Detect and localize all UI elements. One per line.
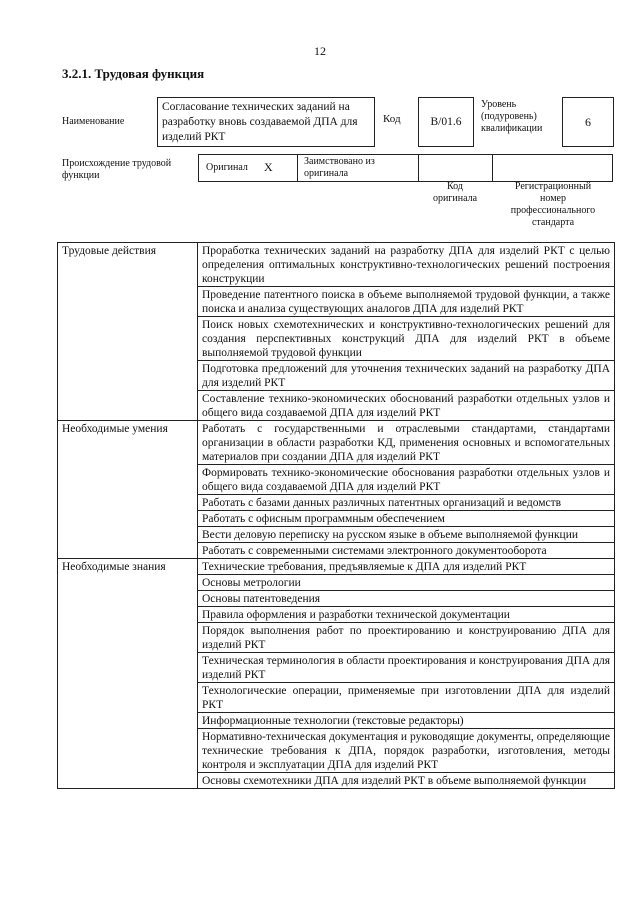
item-cell: Основы патентоведения — [198, 591, 615, 607]
origin-code-cell — [418, 154, 493, 182]
origin-label: Происхождение трудовой функции — [62, 158, 172, 181]
item-cell: Формировать технико-экономические обоснования разработки отдельных узлов и общего вида создаваемой ДПА для изделий РКТ — [198, 465, 615, 495]
item-cell: Правила оформления и разработки технической документации — [198, 607, 615, 623]
item-cell: Работать с современными системами электронного документооборота — [198, 543, 615, 559]
reg-number-caption: Регистрационный номер профессионального стандарта — [510, 181, 596, 228]
item-cell: Технологические операции, применяемые при изготовлении ДПА для изделий РКТ — [198, 683, 615, 713]
item-cell: Порядок выполнения работ по проектированию и конструированию ДПА для изделий РКТ — [198, 623, 615, 653]
item-cell: Основы схемотехники ДПА для изделий РКТ в объеме выполняемой функции — [198, 773, 615, 789]
name-label: Наименование — [62, 116, 125, 127]
item-cell: Подготовка предложений для уточнения технических заданий на разработку ДПА для изделий РКТ — [198, 361, 615, 391]
item-cell: Технические требования, предъявляемые к ДПА для изделий РКТ — [198, 559, 615, 575]
page-number: 12 — [314, 44, 326, 58]
origin-reg-cell — [492, 154, 613, 182]
category-cell: Необходимые знания — [58, 559, 198, 789]
section-title: 3.2.1. Трудовая функция — [62, 66, 205, 81]
table-row — [58, 243, 615, 287]
function-name-value: Согласование технических заданий на разработку вновь создаваемой ДПА для изделий РКТ — [157, 97, 375, 147]
item-cell: Поиск новых схемотехнических и конструктивно-технологических решений для создания перспективных конструкций ДПА для изделий РКТ в объеме выполняемой трудовой функции — [198, 317, 615, 361]
borrowed-label: Заимствовано из оригинала — [304, 156, 375, 179]
function-code-value: В/01.6 — [418, 97, 474, 147]
code-label: Код — [383, 113, 401, 125]
qualification-level-value: 6 — [562, 97, 614, 147]
item-cell: Нормативно-техническая документация и руководящие документы, определяющие технические требования к ДПА, порядок разработки, изготовления, методы контроля и эксплуатации ДПА для изделий РКТ — [198, 729, 615, 773]
item-cell: Проведение патентного поиска в объеме выполняемой трудовой функции, а также поиска и анализа существующих аналогов ДПА для изделий РКТ — [198, 287, 615, 317]
item-cell: Информационные технологии (текстовые редакторы) — [198, 713, 615, 729]
table-row — [58, 559, 615, 575]
category-cell: Трудовые действия — [58, 243, 198, 421]
original-mark: Х — [264, 160, 273, 174]
item-cell: Работать с офисным программным обеспечением — [198, 511, 615, 527]
item-cell: Составление технико-экономических обоснований разработки отдельных узлов и общего вида создаваемой ДПА для изделий РКТ — [198, 391, 615, 421]
original-label: Оригинал — [206, 162, 248, 173]
category-cell: Необходимые умения — [58, 421, 198, 559]
table-row — [58, 421, 615, 465]
item-cell: Работать с базами данных различных патентных организаций и ведомств — [198, 495, 615, 511]
level-label: Уровень (подуровень) квалификации — [481, 99, 543, 134]
item-cell: Техническая терминология в области проектирования и конструирования ДПА для изделий РКТ — [198, 653, 615, 683]
function-details-table — [57, 242, 615, 789]
item-cell: Работать с государственными и отраслевыми стандартами, стандартами организации в области разработки КД, применения основных и вспомогательных материалов при создании ДПА для изделий РКТ — [198, 421, 615, 465]
item-cell: Вести деловую переписку на русском языке в объеме выполняемой функции — [198, 527, 615, 543]
item-cell: Проработка технических заданий на разработку ДПА для изделий РКТ с целью определения оптимальных конструктивно-технологических решений построения конструкции — [198, 243, 615, 287]
item-cell: Основы метрологии — [198, 575, 615, 591]
code-original-caption: Код оригинала — [432, 181, 478, 204]
